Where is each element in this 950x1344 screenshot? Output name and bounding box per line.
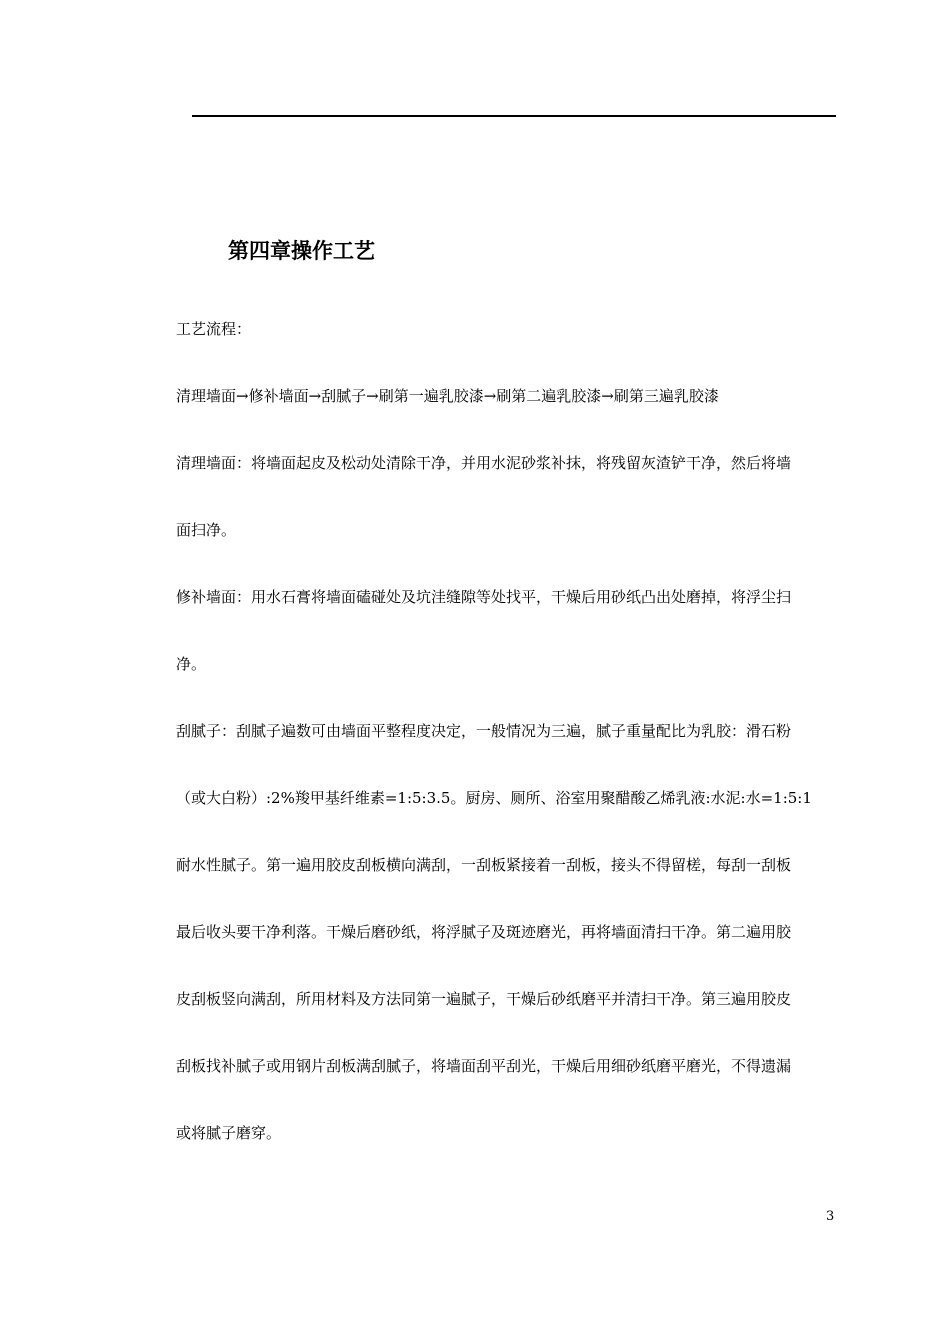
process-flow-steps: 清理墙面→修补墙面→刮腻子→刷第一遍乳胶漆→刷第二遍乳胶漆→刷第三遍乳胶漆: [176, 387, 719, 405]
page-number: 3: [826, 1209, 835, 1224]
paragraph-putty-line-5: 皮刮板竖向满刮，所用材料及方法同第一遍腻子，干燥后砂纸磨平并清扫干净。第三遍用胶皮: [176, 990, 792, 1008]
paragraph-repair-wall-line-2: 净。: [176, 655, 207, 673]
paragraph-putty-line-2: （或大白粉）:2%羧甲基纤维素=1:5:3.5。厨房、厕所、浴室用聚醋酸乙烯乳液:水泥:水=1:5:1: [176, 789, 812, 807]
header-rule: [192, 115, 836, 117]
process-flow-label: 工艺流程：: [176, 320, 252, 338]
paragraph-putty-line-4: 最后收头要干净利落。干燥后磨砂纸，将浮腻子及斑迹磨光，再将墙面清扫干净。第二遍用胶: [176, 923, 792, 941]
paragraph-clean-wall-line-2: 面扫净。: [176, 521, 237, 539]
paragraph-putty-line-3: 耐水性腻子。第一遍用胶皮刮板横向满刮，一刮板紧接着一刮板，接头不得留槎，每刮一刮板: [176, 856, 792, 874]
paragraph-putty-line-6: 刮板找补腻子或用钢片刮板满刮腻子，将墙面刮平刮光，干燥后用细砂纸磨平磨光，不得遗漏: [176, 1057, 792, 1075]
paragraph-clean-wall-line-1: 清理墙面：将墙面起皮及松动处清除干净，并用水泥砂浆补抹，将残留灰渣铲干净，然后将墙: [176, 454, 792, 472]
chapter-title: 第四章操作工艺: [228, 239, 375, 263]
paragraph-repair-wall-line-1: 修补墙面：用水石膏将墙面磕碰处及坑洼缝隙等处找平，干燥后用砂纸凸出处磨掉，将浮尘扫: [176, 588, 792, 606]
paragraph-putty-line-1: 刮腻子：刮腻子遍数可由墙面平整程度决定，一般情况为三遍，腻子重量配比为乳胶：滑石粉: [176, 722, 792, 740]
paragraph-putty-line-7: 或将腻子磨穿。: [176, 1124, 282, 1142]
